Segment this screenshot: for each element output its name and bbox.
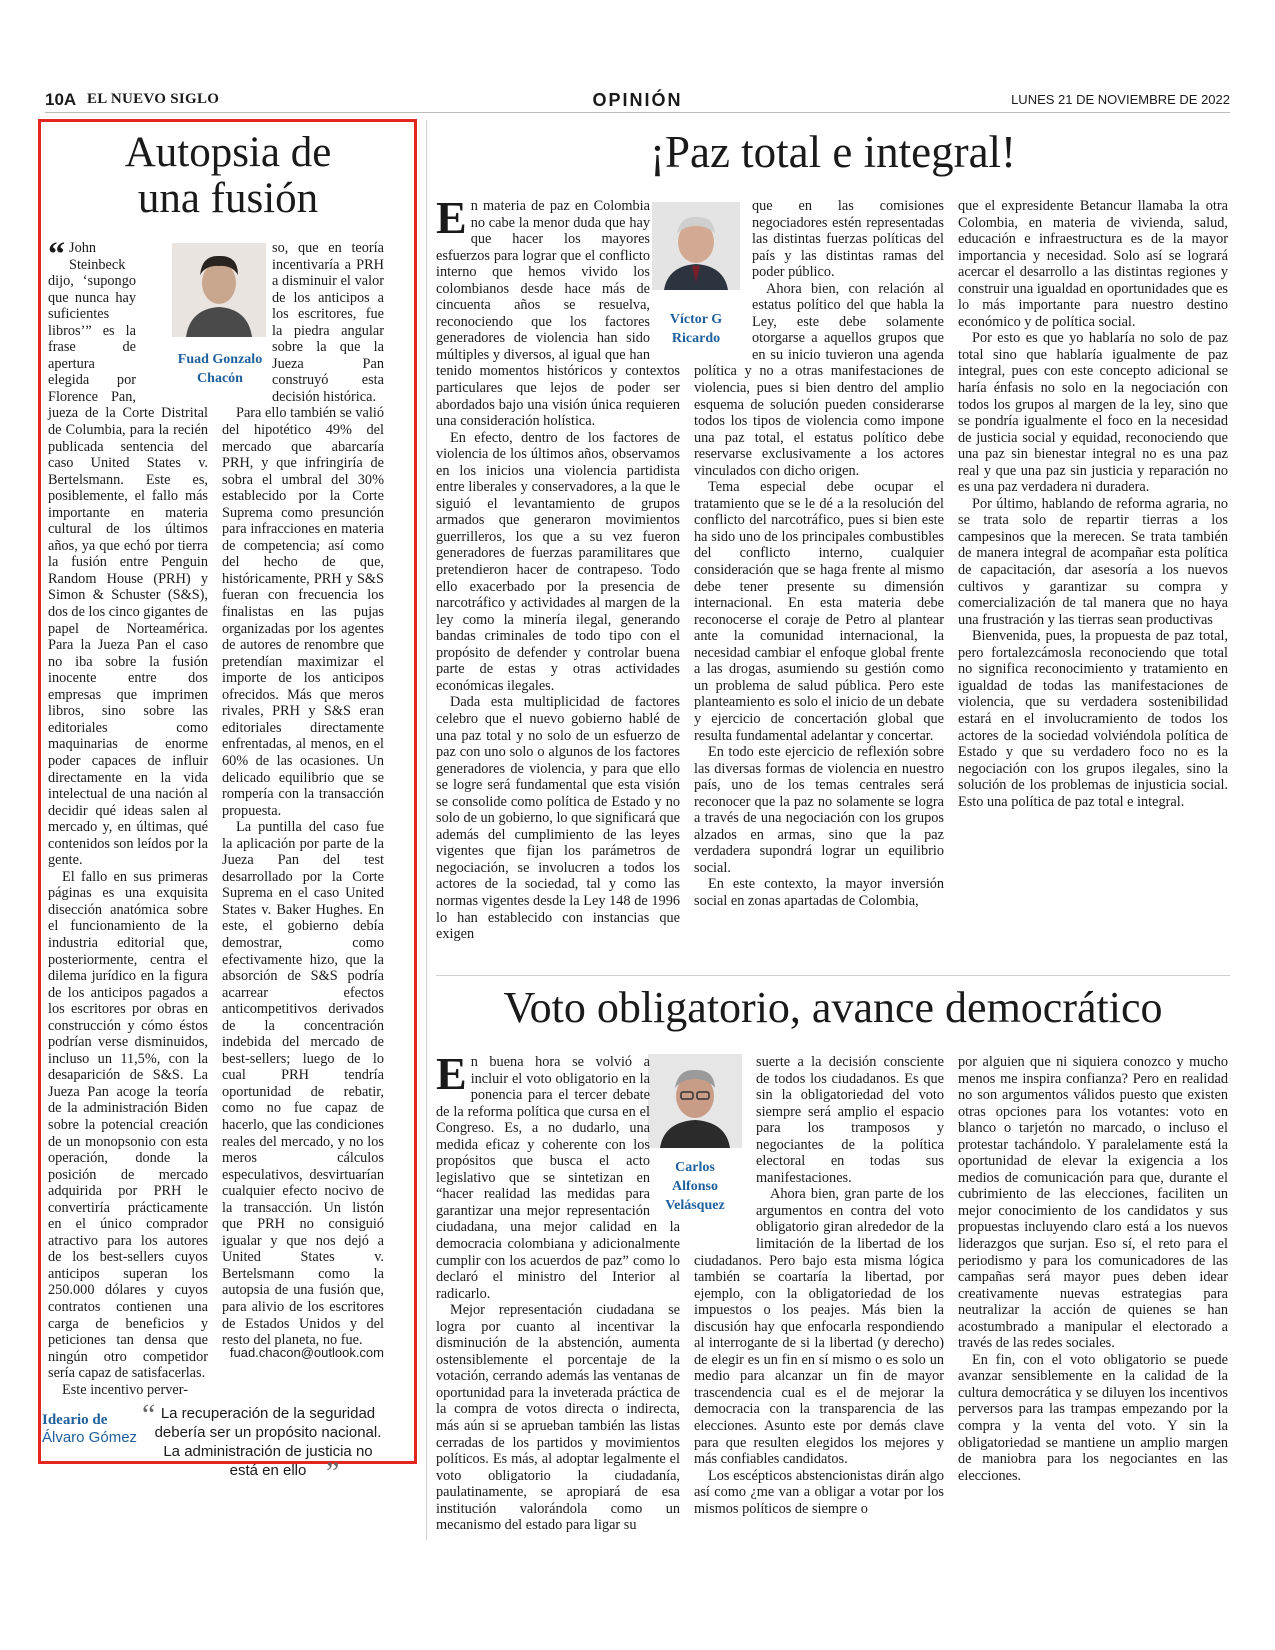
ideario-quote: La recuperación de la seguridad debería ser un propósito nacional. La administración de justicia no está en ello	[154, 1405, 382, 1479]
article3-column-1	[436, 1048, 680, 1554]
paragraph: Para ello también se valió del hipotético 49% del mercado que abarcaría PRH, y que infringiría de sobra el umbral del 30% establecido por la Corte Suprema como presunción para infracciones en materia de competencia; así como del hecho de que, históricamente, PRH y S&S fueran con frecuencia los finalistas en las pujas organizadas por los agentes de autores de renombre que pretendían maximizar el importe de los anticipos ofrecidos. Más que meros rivales, PRH y S&S eran editoriales directamente enfrentadas, al menos, en el 60% de las ocasiones. Un delicado equilibrio que se rompería con la transacción propuesta.	[222, 405, 384, 819]
section-title: OPINIÓN	[592, 90, 683, 110]
article2-title: ¡Paz total e integral!	[649, 127, 1017, 177]
article3-title: Voto obligatorio, avance democrático	[503, 983, 1163, 1032]
photo-wrap-space	[222, 240, 272, 405]
paragraph: que el expresidente Betancur llamaba la otra Colombia, en materia de vivienda, salud, educación e infraestructura es de la mayor importancia y necesidad. Solo así se logrará acercar el desarrollo a las distintas regiones y construir una igualdad en oportunidades que es lo más importante para nuestro destino económico y de política social.	[958, 198, 1228, 330]
paragraph: que en las comisiones negociadores estén representadas las distintas fuerzas políticas del país y las distintas ramas del poder público.	[752, 198, 944, 281]
photo-wrap-space	[694, 198, 752, 358]
open-quote-icon: “	[142, 1398, 156, 1431]
photo-wrap-space	[694, 1054, 756, 1239]
paragraph: En materia de paz en Colombia no cabe la menor duda que hay que hacer los mayores esfuerzos para lograr que el conflicto interno que hemos vivido los colombianos desde hace más de cincuenta años se resuelva, reconociendo que los factores generadores de violencia han sido múltiples y diversos, al igual que han tenido momentos históricos y contextos particulares que lejos de poder ser abordados bajo una visión única requieren una consideración holística.	[436, 192, 680, 430]
ideario-label	[42, 1412, 142, 1446]
paragraph: Tema especial debe ocupar el tratamiento que se le dé a la resolución del conflicto del narcotráfico, pues si bien este ha sido uno de los principales combustibles del conflicto interno, cualquier consideración que se haga frente al mismo debe tener presente su dimensión internacional. En esta materia debe reconocerse el coraje de Petro al plantear ante la comunidad internacional, la necesidad cambiar el enfoque global frente a las drogas, asumiendo su gestión como un problema de salud pública. Pero este planteamiento es solo el inicio de un debate y ejercicio de concertación global que resulta fundamental adelantar y concertar.	[694, 479, 944, 744]
article1-title-line2: una fusión	[137, 175, 319, 223]
newspaper-name: EL NUEVO SIGLO	[87, 91, 220, 107]
paragraph: En fin, con el voto obligatorio se puede avanzar sensiblemente en la calidad de la cultura democrática y se diluyen los incentivos perversos para las trampas empezando por la compra y la venta del voto. Y sin la obligatoriedad se mantiene un amplio margen de maniobra para los negociantes en las elecciones.	[958, 1351, 1228, 1484]
paragraph: En este contexto, la mayor inversión social en zonas apartadas de Colombia,	[694, 876, 944, 909]
paragraph: La puntilla del caso fue la aplicación por parte de la Jueza Pan del test desarrollado por la Corte Suprema en el caso United States v. Baker Hughes. En este, el gobierno debía demostrar, como efectivamente hizo, que la absorción de S&S podría acarrear efectos anticompetitivos derivados de la concentración indebida del mercado de best-sellers; luego de lo cual PRH tendría oportunidad de rebatir, como no fue capaz de hacerlo, que las condiciones reales del mercado, y no los meros cálculos especulativos, desvirtuarían cualquier efecto nocivo de la transacción. Un listón que PRH no consiguió igualar y que nos dejó a United States v. Bertelsmann como la autopsia de una fusión que, para alivio de los escritores de Estados Unidos y del resto del planeta, no fue.	[222, 819, 384, 1349]
article2-column-2	[694, 198, 944, 963]
article3-column-3	[958, 1054, 1228, 1554]
paragraph: En todo este ejercicio de reflexión sobre las diversas formas de violencia en nuestro país, uno de los temas centrales será reconocer que la paz no solamente se logra a través de una negociación con los grupos alzados en armas, sino que la paz verdadera supondrá lograr un equilibrio social.	[694, 744, 944, 876]
paragraph: Dada esta multiplicidad de factores celebro que el nuevo gobierno hablé de una paz total y no solo de un esfuerzo de paz con uno solo o algunos de los factores generadores de violencia, y para que ello se logre será fundamental que esta visión se consolide como política de Estado y no solo de un gobierno, lo que significará que además del cumplimiento de las leyes vigentes que fijan los parámetros de negociación, se involucren a todos los actores de la sociedad, tal y como las normas vigentes desde la Ley 148 de 1996 lo han establecido con instancias que exigen	[436, 694, 680, 943]
paragraph: Por esto es que yo hablaría no solo de paz total sino que hablaría igualmente de paz integral, pues con este concepto adicional se haría énfasis no solo en la negociación con todos los grupos al margen de la ley, sino que se pondría igualmente el foco en la necesidad de justicia social y equidad, reconociendo que una paz sin bienestar integral no es una paz real y que una paz sin justicia y reparación no es una paz verdadera ni duradera.	[958, 330, 1228, 496]
issue-date: LUNES 21 DE NOVIEMBRE DE 2022	[1011, 92, 1230, 107]
author-name-line3: Velásquez	[665, 1198, 725, 1213]
ideario-name: Álvaro Gómez	[42, 1429, 138, 1446]
paragraph: Mejor representación ciudadana se logra por cuanto al incentivar la disminución de la abstención, aumenta ostensiblemente el porcentaje de la votación, cerrando además las ventanas de oportunidad para la inveterada práctica de la compra de votos directa o indirecta, más aún si se aprueban también las listas cerradas de los partidos y movimientos políticos. Es más, al adoptar legalmente el voto obligatorio la ciudadanía, paulatinamente, se apropiará de esa institución valorándola como un mecanismo del estado para ligar su	[436, 1302, 680, 1534]
paragraph: El fallo en sus primeras páginas es una exquisita disección anatómica sobre el funcionamiento de la industria editorial que, posteriormente, centra el dilema jurídico en la figura de los anticipos pagados a los escritores por obras en construcción y cómo éstos podrían verse disminuidos, incluso un 11,5%, con la desaparición de S&S. La Jueza Pan acoge la teoría de la administración Biden sobre la potencial creación de un monopsonio con esta operación, donde la posición de mercado adquirida por PRH le convertiría prácticamente en el único comprador atractivo para los autores de los best-sellers cuyos anticipos superan los 250.000 dólares y cuyos contratos contienen una carga de beneficios y peticiones tan densa que ningún otro competidor sería capaz de satisfacerlas.	[48, 868, 208, 1382]
author-name-line2: Alfonso	[672, 1179, 718, 1194]
page-number: 10A	[45, 90, 77, 109]
article3-column-2	[694, 1054, 944, 1554]
paragraph: Ahora bien, gran parte de los argumentos en contra del voto obligatorio giran alrededor de la limitación de la libertad de los ciudadanos. Pero bajo esta misma lógica también se coartaría la libertad, por ejemplo, con la obligatoriedad de los impuestos o los peajes. Más bien la discusión hay que enfocarla respondiendo al interrogante de si la libertad (y derecho) de elegir es un fin en sí mismo o es solo un medio para alcanzar un fin de mayor trascendencia cual es el de mejorar la democracia con la transparencia de las elecciones. Asunto este por demás clave para que resulten elegidos los mejores y más confiables candidatos.	[694, 1186, 944, 1468]
paragraph: so, que en teoría incentivaría a PRH a disminuir el valor de los anticipos a los escritores, fue la piedra angular sobre la que la Jueza Pan construyó esta decisión histórica.	[272, 240, 384, 405]
paragraph: Los escépticos abstencionistas dirán algo así como ¿me van a obligar a votar por los mismos políticos de siempre o	[694, 1467, 944, 1517]
paragraph: En efecto, dentro de los factores de violencia de los últimos años, observamos en los inicios una violencia partidista entre liberales y conservadores, a la que le siguió el levantamiento de grupos armados que generaron movimientos guerrilleros, los que a su vez fueron generadores de fuerzas paramilitares que pretendieron hacer de contrapeso. Todo ello exacerbado por la presencia de narcotráfico y actividades al margen de la ley como la minería ilegal, generando bandas criminales de todo tipo con el propósito de defender y controlar buena parte de estas y otras actividades económicas ilegales.	[436, 429, 680, 694]
close-quote-icon: ”	[326, 1456, 340, 1489]
paragraph: Bienvenida, pues, la propuesta de paz total, pero fortalezcámosla reconociendo que total no significa reconocimiento y tratamiento en igualdad de todas las manifestaciones de violencia, que su verdadera sostenibilidad estará en el involucramiento de todos los actores de la sociedad volviéndola política de Estado y que su verdadero foco no es la negociación con los grupos ilegales, sino la solución de los problemas de injusticia social. Esto una política de paz total e integral.	[958, 628, 1228, 810]
article2-column-3	[958, 198, 1228, 963]
paragraph: Por último, hablando de reforma agraria, no se trata solo de repartir tierras a los campesinos que la merecen. Se trata también de manera integral de acompañar esta política de capacitación, dar asesoría a los nuevos cultivos y garantizar su compra y comercialización de tal manera que no haya una frustración y las tierras sean productivas	[958, 495, 1228, 628]
author-name-line1: Fuad Gonzalo	[177, 352, 263, 367]
photo-wrap-space	[136, 240, 208, 390]
paragraph: suerte a la decisión consciente de todos los ciudadanos. Es que sin la obligatoriedad del voto siempre será amplio el espacio para los tramposos y negociantes de la política electoral en todas sus manifestaciones.	[756, 1054, 944, 1186]
article2-column-1	[436, 192, 680, 963]
article1-column-2	[222, 240, 384, 1349]
author-name-line1: Víctor G	[669, 312, 723, 327]
page-header	[45, 90, 1230, 113]
author-email[interactable]: fuad.chacon@outlook.com	[229, 1345, 384, 1360]
photo-wrap-space	[650, 1054, 680, 1219]
paragraph: “ John Steinbeck dijo, ‘supongo que nunca hay suficientes libros’” es la frase de apertura elegida por Florence Pan, jueza de la Corte Distrital de Columbia, para la recién publicada sentencia del caso United States v. Bertelsmann. Este es, posiblemente, el fallo más importante en materia cultural de los últimos años, ya que echó por tierra la fusión entre Penguin Random House (PRH) y Simon & Schuster (S&S), dos de los cinco gigantes de papel de Norteamérica. Para la Jueza Pan el caso no iba sobre la fusión inocente entre dos empresas que imprimen libros, sino sobre las editoriales como maquinarias de enorme poder capaces de influir directamente en la vida intelectual de una nación al decidir qué ideas salen al mercado y, en últimas, qué contenidos son leídos por la gente.	[48, 236, 209, 869]
paragraph: Este incentivo perver-	[62, 1381, 188, 1398]
photo-wrap-space	[650, 198, 680, 358]
paragraph: Ahora bien, con relación al estatus político del que habla la Ley, este debe solamente otorgarse a aquellos grupos que en su inicio tuvieron una agenda política y no a otras manifestaciones de violencia, pues si bien dentro del amplio esquema de solución pueden considerarse todos los tipos de violencia como impone una paz total, el estatus político debe reservarse exclusivamente a los actores vinculados con dicho origen.	[694, 280, 944, 479]
paragraph: por alguien que ni siquiera conozco y mucho menos me inspira confianza? Pero en realidad no son argumentos válidos puesto que existen otras opciones para los votantes: voto en blanco o tarjetón no marcado, o incluso el protestar tachándolo. Y paralelamente está la oportunidad de elevar la exigencia a los medios de comunicación para que, durante el cubrimiento de las elecciones, faciliten un mejor conocimiento de los candidatos y sus propuestas incluyendo claro está a los nuevos liderazgos que surjan. Eso sí, el reto para el periodismo y para los comunicadores de las campañas será mayor pues deben idear creativamente nuevas estrategias para neutralizar la acción de quienes se han acostumbrado a manipular el electorado a través de las redes sociales.	[958, 1054, 1228, 1352]
article1-title	[48, 130, 408, 223]
author-name-line1: Carlos	[675, 1160, 715, 1175]
paragraph: En buena hora se volvió a incluir el voto obligatorio en la ponencia para el tercer debate de la reforma política que cursa en el Congreso. Es, a no dudarlo, una medida eficaz y coherente con los propósitos que busca el acto legislativo que se sintetizan en “hacer realidad las medidas para garantizar una mejor representación ciudadana, una mejor calidad en la democracia colombiana y adicionalmente cumplir con los acuerdos de paz” como lo declaró el ministro del Interior al radicarlo.	[436, 1048, 680, 1302]
ideario-heading: Ideario de	[42, 1412, 108, 1428]
column-divider	[426, 120, 427, 1540]
article1-title-line1: Autopsia de	[124, 129, 332, 176]
article1-column-1	[48, 236, 209, 1398]
author-name-line2: Ricardo	[671, 331, 721, 346]
article-divider	[436, 975, 1230, 976]
author-name-line2: Chacón	[197, 371, 243, 386]
